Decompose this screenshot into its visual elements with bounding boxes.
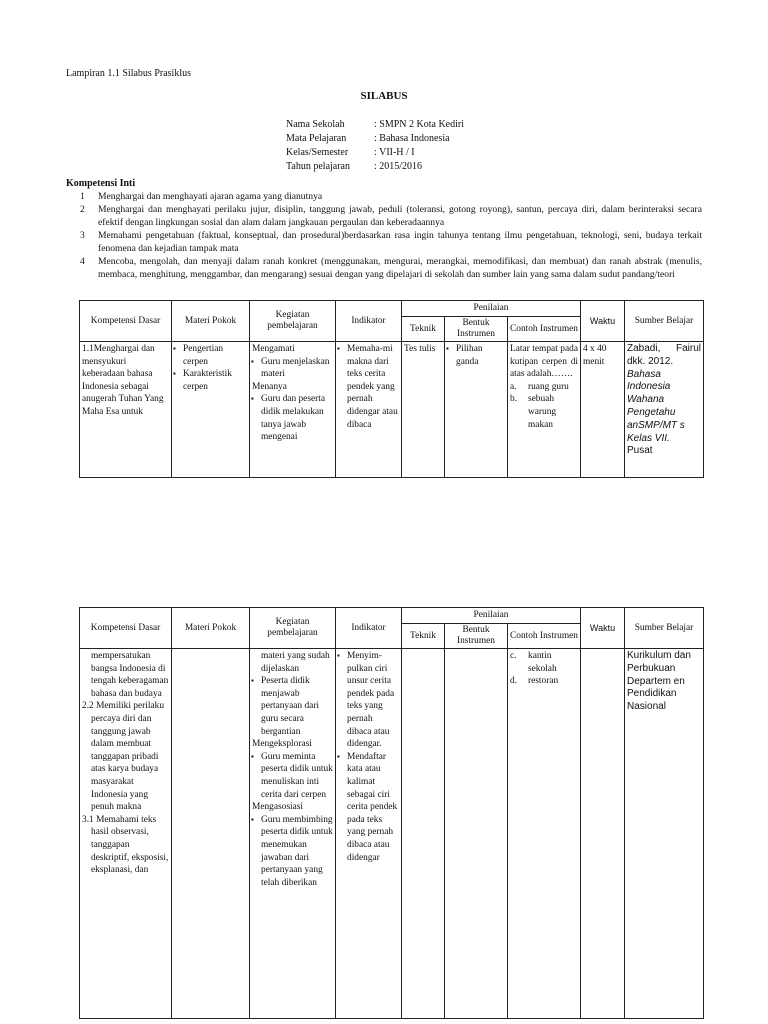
contoh-cell <box>508 342 581 478</box>
kegiatan-item: ▪ Guru meminta peserta didik untuk menuliskan inti cerita dari cerpen <box>252 751 333 801</box>
option-text: kantin sekolah <box>528 651 557 674</box>
option-letter: d. <box>510 676 518 687</box>
header-materi: Materi Pokok <box>172 301 250 342</box>
header-sumber: Sumber Belajar <box>625 301 704 342</box>
contoh-option <box>510 393 578 431</box>
option-letter: c. <box>510 651 517 661</box>
option-text: ruang guru <box>528 381 569 392</box>
ki-number: 2 <box>80 204 85 215</box>
sumber-publisher: Pusat <box>627 445 653 457</box>
kegiatan-cell <box>250 342 336 478</box>
info-row-class <box>286 146 464 160</box>
materi-item: ▪ Karakteristik cerpen <box>174 368 247 393</box>
ki-item <box>66 255 702 281</box>
header-kegiatan: Kegiatan pembelajaran <box>250 608 336 649</box>
kd-text: 3.1 Memahami teks hasil observasi, tanggapan deskriptif, eksposisi, eksplanasi, dan <box>82 814 169 876</box>
kegiatan-step: Mengasosiasi <box>252 802 304 813</box>
contoh-cell <box>508 649 581 1019</box>
syllabus-table-1 <box>79 300 704 478</box>
header-waktu: Waktu <box>581 301 625 342</box>
kd-cell <box>80 649 172 1019</box>
info-value: : 2015/2016 <box>374 161 423 172</box>
info-label: Nama Sekolah <box>286 119 345 130</box>
kegiatan-item: ▪ Peserta didik menjawab pertanyaan dari guru secara bergantian <box>252 675 333 738</box>
teknik-cell <box>402 342 445 478</box>
page-title: SILABUS <box>360 90 408 102</box>
sumber-author: Zabadi, Fairul dkk. 2012. <box>627 343 701 367</box>
info-value: : SMPN 2 Kota Kediri <box>374 119 464 130</box>
materi-cell <box>172 649 250 1019</box>
info-row-school <box>286 118 464 132</box>
core-competence-list <box>66 190 702 281</box>
contoh-question: Latar tempat pada kutipan cerpen di atas adalah……. <box>510 344 578 380</box>
waktu-text: 4 x 40 menit <box>583 344 607 367</box>
indikator-item: ▪ Mendaftar kata atau kalimat sebagai ciri cerita pendek pada teks yang pernah dibaca atau didengar <box>338 751 399 864</box>
header-teknik: Teknik <box>402 624 445 649</box>
header-waktu: Waktu <box>581 608 625 649</box>
materi-item: ▪ Pengertian cerpen <box>174 343 247 368</box>
header-kd: Kompetensi Dasar <box>80 301 172 342</box>
ki-text: Menghargai dan menghayati ajaran agama yang dianutnya <box>98 191 323 202</box>
kd-text: 1.1Menghargai dan mensyukuri keberadaan bahasa Indonesia sebagai anugerah Tuhan Yang Maha Esa untuk <box>82 344 164 417</box>
teknik-cell <box>402 649 445 1019</box>
ki-number: 3 <box>80 230 85 241</box>
header-sumber: Sumber Belajar <box>625 608 704 649</box>
info-label: Mata Pelajaran <box>286 133 347 144</box>
header-indikator: Indikator <box>336 608 402 649</box>
indikator-item: ▪ Menyim-pulkan ciri unsur cerita pendek pada teks yang pernah dibaca atau didengar. <box>338 650 399 751</box>
waktu-cell <box>581 649 625 1019</box>
info-value: : VII-H / I <box>374 147 415 158</box>
info-label: Tahun pelajaran <box>286 161 350 172</box>
syllabus-table-2 <box>79 607 704 1019</box>
header-indikator: Indikator <box>336 301 402 342</box>
option-text: sebuah warung makan <box>528 394 557 430</box>
info-row-year <box>286 160 464 174</box>
ki-text: Menghargai dan menghayati perilaku jujur, disiplin, tanggung jawab, peduli (toleransi, gotong royong), santun, percaya diri, dalam berinteraksi secara efektif dengan lingkungan sosial dan alam dalam jangkauan pergaulan dan keberadaannya <box>98 204 702 228</box>
header-penilaian: Penilaian <box>402 608 581 624</box>
ki-number: 4 <box>80 256 85 267</box>
waktu-cell <box>581 342 625 478</box>
ki-number: 1 <box>80 191 85 202</box>
ki-text: Mencoba, mengolah, dan menyaji dalam ranah konkret (menggunakan, mengurai, merangkai, memodifikasi, dan membuat) dan ranah abstrak (menulis, membaca, menghitung, menggambar, dan mengarang) sesuai dengan yang dipelajari di sekolah dan sumber lain yang sama dalam sudut pandang/teori <box>98 256 702 280</box>
header-penilaian: Penilaian <box>402 301 581 317</box>
sumber-cell <box>625 649 704 1019</box>
bentuk-cell <box>445 649 508 1019</box>
bentuk-cell <box>445 342 508 478</box>
header-contoh: Contoh Instrumen <box>508 317 581 342</box>
kegiatan-item: ▪ Guru dan peserta didik melakukan tanya jawab mengenai <box>252 393 333 443</box>
header-bentuk: Bentuk Instrumen <box>445 624 508 649</box>
header-kegiatan: Kegiatan pembelajaran <box>250 301 336 342</box>
ki-item <box>66 229 702 255</box>
kegiatan-item: ▪ Guru membimbing peserta didik untuk menemukan jawaban dari pertanyaan yang telah diberikan <box>252 814 333 890</box>
option-text: restoran <box>528 676 559 687</box>
option-letter: b. <box>510 394 518 405</box>
teknik-text: Tes tulis <box>404 344 436 354</box>
header-contoh: Contoh Instrumen <box>508 624 581 649</box>
attachment-label: Lampiran 1.1 Silabus Prasiklus <box>66 68 191 79</box>
kegiatan-step: Menanya <box>252 381 287 392</box>
school-info <box>286 118 464 174</box>
info-value: : Bahasa Indonesia <box>374 133 450 144</box>
materi-cell <box>172 342 250 478</box>
sumber-text: Kurikulum dan Perbukuan Departem en Pendidikan Nasional <box>627 650 691 713</box>
core-competence-heading: Kompetensi Inti <box>66 178 136 189</box>
ki-text: Memahami pengetahuan (faktual, konseptual, dan prosedural)berdasarkan rasa ingin tahunya tentang ilmu pengetahuan, teknologi, seni, budaya terkait fenomena dan kejadian tampak mata <box>98 230 702 254</box>
contoh-option <box>510 381 578 394</box>
header-materi: Materi Pokok <box>172 608 250 649</box>
sumber-cell <box>625 342 704 478</box>
kegiatan-item: ▪ Guru menjelaskan materi <box>252 356 333 381</box>
contoh-option <box>510 650 578 675</box>
info-row-subject <box>286 132 464 146</box>
ki-item <box>66 190 702 203</box>
kegiatan-step: Mengamati <box>252 344 295 354</box>
indikator-item: ▪ Memaha-mi makna dari teks cerita pendek yang pernah didengar atau dibaca <box>338 343 399 431</box>
header-teknik: Teknik <box>402 317 445 342</box>
kd-text: 2.2 Memiliki perilaku percaya diri dan tanggung jawab dalam membuat tanggapan pribadi atas karya budaya masyarakat Indonesia yang penuh makna <box>82 701 165 813</box>
option-letter: a. <box>510 381 517 392</box>
kegiatan-step: Mengeksplorasi <box>252 739 312 750</box>
ki-item <box>66 203 702 229</box>
indikator-cell <box>336 342 402 478</box>
contoh-option <box>510 675 578 688</box>
info-label: Kelas/Semester <box>286 147 349 158</box>
kd-text: mempersatukan bangsa Indonesia di tengah keberagaman bahasa dan budaya <box>91 651 169 699</box>
bentuk-item: ▪ Pilihan ganda <box>447 343 505 368</box>
header-bentuk: Bentuk Instrumen <box>445 317 508 342</box>
kd-cell <box>80 342 172 478</box>
indikator-cell <box>336 649 402 1019</box>
kegiatan-text: materi yang sudah dijelaskan <box>261 651 330 674</box>
sumber-book-title: Bahasa Indonesia Wahana Pengetahu anSMP/MT s Kelas VII. <box>627 368 685 444</box>
kegiatan-cell <box>250 649 336 1019</box>
header-kd: Kompetensi Dasar <box>80 608 172 649</box>
